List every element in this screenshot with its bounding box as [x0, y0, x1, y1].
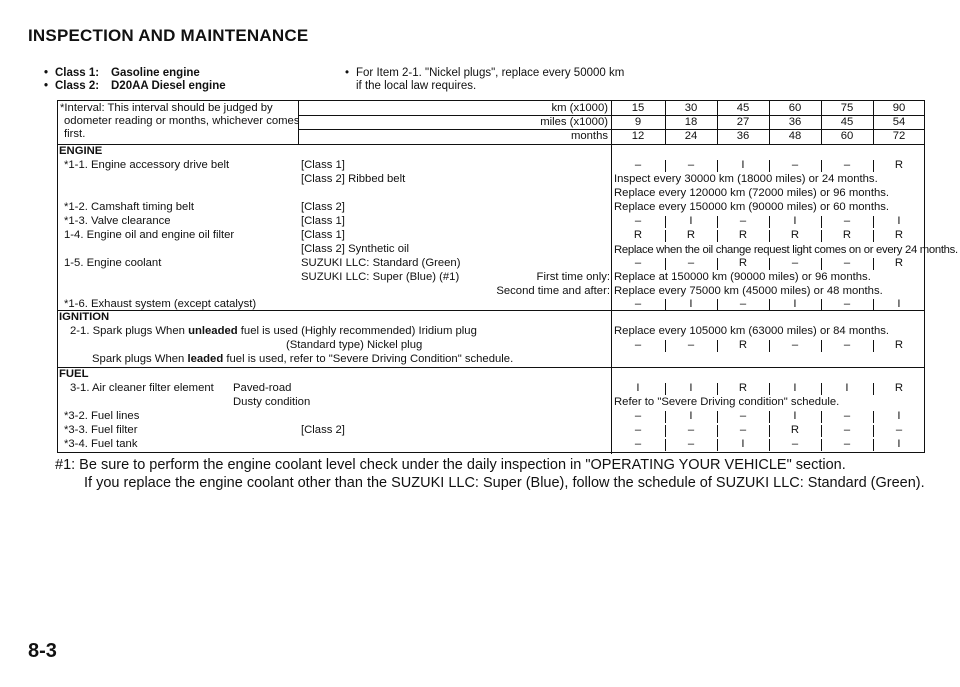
- value-separator: [821, 216, 822, 228]
- interval-value: I: [689, 410, 693, 422]
- interval-value: –: [634, 424, 642, 436]
- bullet: •: [345, 67, 350, 79]
- value-separator: [873, 299, 874, 311]
- value-separator: [821, 425, 822, 437]
- value-separator: [821, 340, 822, 352]
- interval-value: R: [842, 229, 852, 241]
- value-separator: [873, 411, 874, 423]
- maintenance-schedule-table: [57, 100, 958, 453]
- spark-plug-text: Spark plugs When: [92, 353, 188, 365]
- interval-text: Replace every 120000 km (72000 miles) or 96 months.: [614, 187, 890, 199]
- class-label: [Class 1]: [301, 229, 345, 241]
- value-separator: [717, 425, 718, 437]
- interval-note-line3: first.: [64, 128, 86, 140]
- interval-value: –: [843, 339, 851, 351]
- interval-value: –: [739, 424, 747, 436]
- interval-value: R: [686, 229, 696, 241]
- value-separator: [873, 439, 874, 451]
- interval-value: I: [793, 215, 797, 227]
- km-value: 15: [631, 102, 645, 114]
- interval-value: I: [741, 438, 745, 450]
- interval-value: R: [894, 257, 904, 269]
- interval-value: R: [738, 339, 748, 351]
- interval-value: –: [843, 410, 851, 422]
- class-label: [Class 1]: [301, 159, 345, 171]
- value-separator: [873, 230, 874, 242]
- page-number: 8-3: [28, 640, 57, 662]
- rule: [58, 144, 925, 145]
- interval-value: –: [843, 257, 851, 269]
- section-fuel: FUEL: [59, 368, 89, 380]
- value-separator: [665, 425, 666, 437]
- interval-value: I: [897, 410, 901, 422]
- interval-value: R: [738, 229, 748, 241]
- interval-value: –: [843, 215, 851, 227]
- months-value: 36: [736, 130, 750, 142]
- spark-plug-text: 2-1. Spark plugs When: [70, 325, 189, 337]
- item-fuel-filter: *3-3. Fuel filter: [64, 424, 138, 436]
- interval-text: Replace every 150000 km (90000 miles) or 60 months.: [614, 201, 890, 213]
- interval-value: R: [894, 339, 904, 351]
- class-label: [Class 1]: [301, 215, 345, 227]
- interval-value: –: [739, 410, 747, 422]
- spark-plug-text: fuel is used, refer to "Severe Driving Condition" schedule.: [223, 353, 514, 365]
- value-separator: [821, 230, 822, 242]
- interval-value: R: [738, 257, 748, 269]
- interval-value: I: [689, 382, 693, 394]
- value-separator: [821, 439, 822, 451]
- nickel-plug-label: (Standard type) Nickel plug: [286, 339, 423, 351]
- interval-value: –: [895, 424, 903, 436]
- value-separator: [873, 383, 874, 395]
- miles-value: 45: [840, 116, 854, 128]
- months-label: months: [570, 130, 608, 142]
- months-value: 24: [684, 130, 698, 142]
- value-separator: [717, 383, 718, 395]
- value-separator: [665, 258, 666, 270]
- rule: [611, 101, 612, 454]
- interval-value: R: [633, 229, 643, 241]
- value-separator: [769, 160, 770, 172]
- value-separator: [769, 340, 770, 352]
- item-engine-coolant: 1-5. Engine coolant: [64, 257, 162, 269]
- interval-text: Inspect every 30000 km (18000 miles) or 24 months.: [614, 173, 878, 185]
- interval-value: –: [687, 438, 695, 450]
- value-separator: [769, 299, 770, 311]
- km-value: 60: [788, 102, 802, 114]
- value-separator: [821, 258, 822, 270]
- months-value: 12: [631, 130, 645, 142]
- value-separator: [717, 299, 718, 311]
- interval-value: –: [687, 339, 695, 351]
- footnote-line2: If you replace the engine coolant other than the SUZUKI LLC: Super (Blue), follow the schedule of SUZUKI LLC: Standard (Green).: [84, 475, 925, 491]
- miles-label: miles (x1000): [540, 116, 608, 128]
- interval-value: –: [739, 215, 747, 227]
- interval-value: I: [689, 298, 693, 310]
- interval-value: –: [634, 159, 642, 171]
- interval-value: I: [897, 298, 901, 310]
- interval-value: –: [791, 159, 799, 171]
- spark-plug-fuel-type: leaded: [187, 353, 224, 365]
- spark-plug-text: fuel is used (Highly recommended) Iridium plug: [237, 325, 477, 337]
- class2-value: D20AA Diesel engine: [111, 80, 226, 92]
- value-separator: [665, 383, 666, 395]
- interval-value: I: [741, 159, 745, 171]
- item-fuel-tank: *3-4. Fuel tank: [64, 438, 138, 450]
- interval-value: I: [897, 438, 901, 450]
- item-engine-oil: 1-4. Engine oil and engine oil filter: [64, 229, 235, 241]
- class-label: SUZUKI LLC: Super (Blue) (#1): [301, 271, 460, 283]
- value-separator: [769, 216, 770, 228]
- item-drive-belt: *1-1. Engine accessory drive belt: [64, 159, 230, 171]
- value-separator: [717, 411, 718, 423]
- class-label: [Class 2] Ribbed belt: [301, 173, 406, 185]
- class-notes: [44, 67, 226, 93]
- value-separator: [769, 411, 770, 423]
- months-value: 48: [788, 130, 802, 142]
- class-label: [Class 2]: [301, 201, 345, 213]
- value-separator: [873, 258, 874, 270]
- miles-value: 54: [892, 116, 906, 128]
- interval-value: I: [636, 382, 640, 394]
- item-spark-plugs-unleaded: [70, 325, 477, 338]
- value-separator: [873, 216, 874, 228]
- interval-value: –: [687, 257, 695, 269]
- value-separator: [769, 439, 770, 451]
- months-value: 60: [840, 130, 854, 142]
- interval-value: –: [634, 438, 642, 450]
- class-label: [Class 2] Synthetic oil: [301, 243, 409, 255]
- interval-value: –: [791, 438, 799, 450]
- interval-note-line1: *Interval: This interval should be judged by: [60, 102, 273, 114]
- interval-value: –: [791, 339, 799, 351]
- interval-value: –: [843, 424, 851, 436]
- rule: [58, 367, 925, 368]
- bullet: •: [44, 67, 49, 79]
- interval-value: –: [739, 298, 747, 310]
- interval-value: R: [894, 159, 904, 171]
- km-label: km (x1000): [551, 102, 608, 114]
- interval-value: I: [793, 410, 797, 422]
- miles-value: 9: [634, 116, 642, 128]
- item-exhaust-system: *1-6. Exhaust system (except catalyst): [64, 298, 257, 310]
- miles-value: 18: [684, 116, 698, 128]
- interval-value: –: [634, 215, 642, 227]
- interval-value: –: [791, 257, 799, 269]
- value-separator: [717, 340, 718, 352]
- value-separator: [821, 299, 822, 311]
- item-valve-clearance: *1-3. Valve clearance: [64, 215, 171, 227]
- km-value: 30: [684, 102, 698, 114]
- class1-value: Gasoline engine: [111, 67, 200, 79]
- value-separator: [717, 160, 718, 172]
- interval-value: –: [634, 339, 642, 351]
- item-spark-plugs-leaded: [92, 353, 513, 366]
- bullet: •: [44, 80, 49, 92]
- value-separator: [717, 230, 718, 242]
- value-separator: [665, 411, 666, 423]
- class-label: [Class 2]: [301, 424, 345, 436]
- value-separator: [769, 258, 770, 270]
- plug-note-line1: For Item 2-1. "Nickel plugs", replace every 50000 km: [356, 67, 625, 79]
- value-separator: [665, 160, 666, 172]
- interval-value: –: [843, 298, 851, 310]
- interval-value: I: [793, 298, 797, 310]
- interval-value: –: [843, 159, 851, 171]
- class1-label: Class 1:: [55, 67, 100, 79]
- class2-label: Class 2:: [55, 80, 100, 92]
- interval-value: –: [687, 424, 695, 436]
- condition-label: Paved-road: [233, 382, 292, 394]
- page-title: INSPECTION AND MAINTENANCE: [28, 26, 309, 45]
- section-engine: ENGINE: [59, 145, 103, 157]
- condition-label: Dusty condition: [233, 396, 311, 408]
- interval-text: Replace every 105000 km (63000 miles) or 84 months.: [614, 325, 890, 337]
- footnote: [55, 456, 925, 492]
- interval-value: R: [790, 229, 800, 241]
- item-air-cleaner: 3-1. Air cleaner filter element: [70, 382, 214, 394]
- coolant-second-time: Second time and after:: [496, 285, 610, 297]
- interval-value: I: [689, 215, 693, 227]
- value-separator: [665, 230, 666, 242]
- value-separator: [873, 160, 874, 172]
- km-value: 75: [840, 102, 854, 114]
- value-separator: [665, 299, 666, 311]
- footnote-line1: #1: Be sure to perform the engine coolant level check under the daily inspection in "OPERATING YOUR VEHICLE" section.: [55, 457, 846, 473]
- value-separator: [769, 383, 770, 395]
- value-separator: [717, 439, 718, 451]
- interval-value: –: [634, 298, 642, 310]
- km-value: 90: [892, 102, 906, 114]
- interval-value: R: [790, 424, 800, 436]
- value-separator: [821, 411, 822, 423]
- miles-value: 27: [736, 116, 750, 128]
- item-timing-belt: *1-2. Camshaft timing belt: [64, 201, 194, 213]
- value-separator: [665, 340, 666, 352]
- coolant-first-time: First time only:: [536, 271, 610, 283]
- interval-value: I: [793, 382, 797, 394]
- value-separator: [717, 258, 718, 270]
- interval-text: Refer to "Severe Driving condition" schedule.: [614, 396, 840, 408]
- interval-text: Replace when the oil change request light comes on or every 24 months.: [614, 244, 958, 256]
- interval-text: Replace at 150000 km (90000 miles) or 96 months.: [614, 271, 871, 283]
- km-value: 45: [736, 102, 750, 114]
- interval-value: –: [843, 438, 851, 450]
- interval-value: I: [845, 382, 849, 394]
- spark-plug-fuel-type: unleaded: [188, 325, 238, 337]
- section-ignition: IGNITION: [59, 311, 110, 323]
- value-separator: [665, 216, 666, 228]
- value-separator: [717, 216, 718, 228]
- interval-value: –: [634, 257, 642, 269]
- value-separator: [769, 425, 770, 437]
- value-separator: [665, 439, 666, 451]
- value-separator: [821, 160, 822, 172]
- miles-value: 36: [788, 116, 802, 128]
- interval-value: R: [894, 382, 904, 394]
- class-label: SUZUKI LLC: Standard (Green): [301, 257, 461, 269]
- interval-note-line2: odometer reading or months, whichever comes: [64, 115, 300, 127]
- value-separator: [821, 383, 822, 395]
- value-separator: [769, 230, 770, 242]
- value-separator: [873, 340, 874, 352]
- interval-value: I: [897, 215, 901, 227]
- item-fuel-lines: *3-2. Fuel lines: [64, 410, 140, 422]
- interval-value: R: [738, 382, 748, 394]
- plug-note-line2: if the local law requires.: [356, 80, 477, 92]
- interval-value: R: [894, 229, 904, 241]
- interval-text: Replace every 75000 km (45000 miles) or 48 months.: [614, 285, 883, 297]
- plug-note: [345, 67, 625, 93]
- months-value: 72: [892, 130, 906, 142]
- value-separator: [873, 425, 874, 437]
- interval-value: –: [687, 159, 695, 171]
- interval-value: –: [634, 410, 642, 422]
